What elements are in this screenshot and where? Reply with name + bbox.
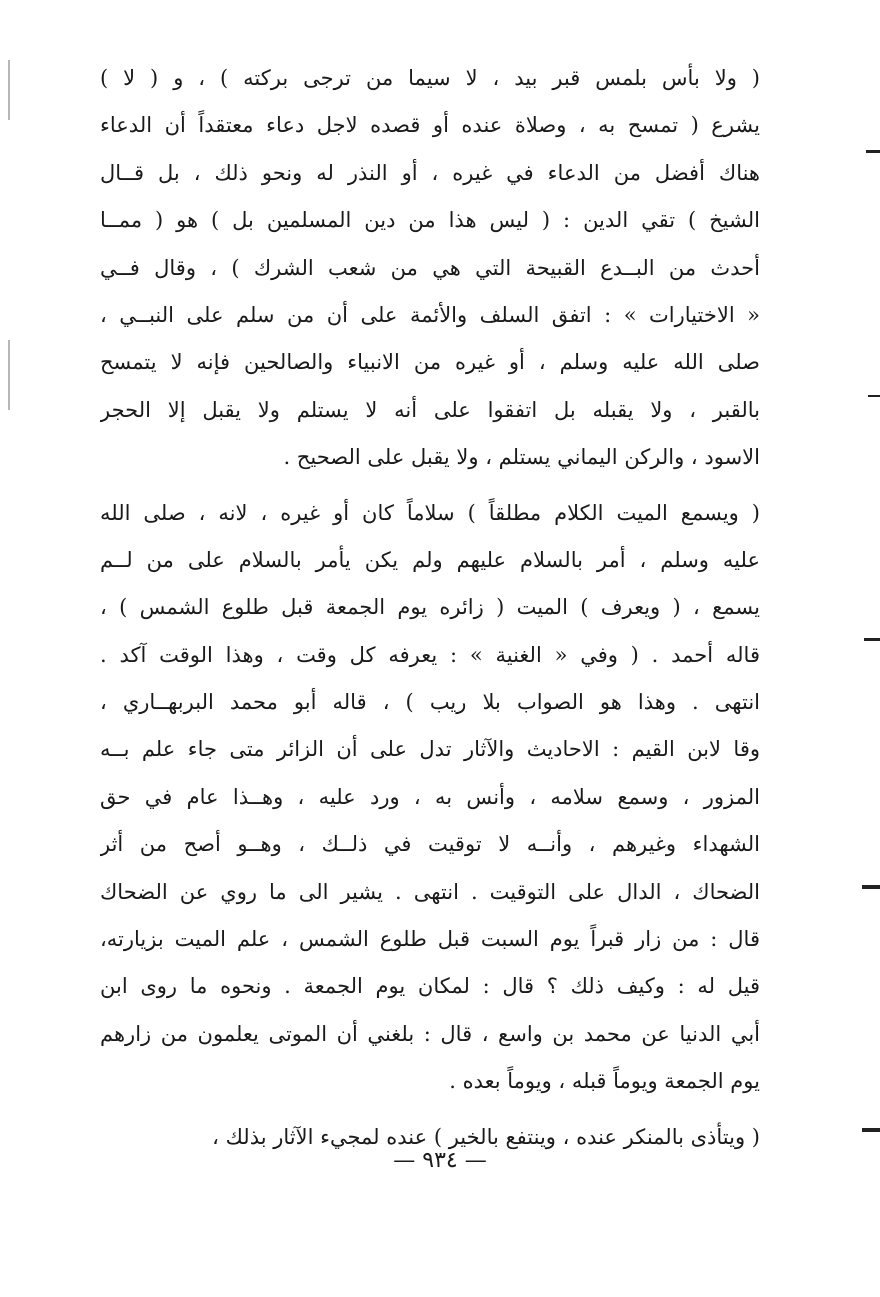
- text-line: انتهى . وهذا هو الصواب بلا ريب ) ، قاله أبو محمد البربهــاري ،: [100, 690, 760, 715]
- margin-mark: [8, 60, 10, 120]
- page-number: — ٩٣٤ —: [393, 1148, 487, 1173]
- text-line: وقا لابن القيم : الاحاديث والآثار تدل على أن الزائر متى جاء علم بــه: [100, 737, 760, 762]
- text-line: أبي الدنيا عن محمد بن واسع ، قال : بلغني أن الموتى يعلمون من زارهم: [100, 1021, 760, 1046]
- text-line: ( ويتأذى بالمنكر عنده ، وينتفع بالخير ) عنده لمجيء الآثار بذلك ،: [212, 1124, 760, 1149]
- text-line: الضحاك ، الدال على التوقيت . انتهى . يشير الى ما روي عن الضحاك: [100, 879, 760, 904]
- text-line: هناك أفضل من الدعاء في غيره ، أو النذر له ونحو ذلك ، بل قــال: [100, 160, 760, 185]
- margin-mark: [8, 340, 10, 410]
- text-line: « الاختيارات » : اتفق السلف والأئمة على أن من سلم على النبــي ،: [100, 302, 760, 327]
- text-line: الشيخ ) تقي الدين : ( ليس هذا من دين المسلمين بل ) هو ( ممــا: [100, 208, 760, 233]
- margin-mark: [862, 1128, 880, 1132]
- text-line: صلى الله عليه وسلم ، أو غيره من الانبياء والصالحين فإنه لا يتمسح: [100, 350, 760, 375]
- text-line: عليه وسلم ، أمر بالسلام عليهم ولم يكن يأمر بالسلام على من لــم: [100, 547, 760, 572]
- paragraph: [100, 490, 760, 1106]
- text-line: ( ويسمع الميت الكلام مطلقاً ) سلاماً كان أو غيره ، لانه ، صلى الله: [100, 500, 760, 525]
- margin-mark: [866, 150, 880, 153]
- page-text: [100, 55, 760, 1161]
- text-line: الاسود ، والركن اليماني يستلم ، ولا يقبل على الصحيح .: [283, 445, 760, 470]
- text-line: قيل له : وكيف ذلك ؟ قال : لمكان يوم الجمعة . ونحوه ما روى ابن: [100, 974, 760, 999]
- margin-mark: [862, 885, 880, 889]
- text-line: قال : من زار قبراً يوم السبت قبل طلوع الشمس ، علم الميت بزيارته،: [100, 927, 760, 952]
- paragraph-gap: [100, 1106, 760, 1114]
- text-line: قاله أحمد . ( وفي « الغنية » : يعرفه كل وقت ، وهذا الوقت آكد .: [100, 642, 760, 667]
- paragraph: [100, 55, 760, 482]
- text-line: المزور ، وسمع سلامه ، وأنس به ، ورد عليه ، وهــذا عام في حق: [100, 784, 760, 809]
- text-line: أحدث من البــدع القبيحة التي هي من شعب الشرك ) ، وقال فــي: [100, 255, 760, 280]
- margin-mark: [864, 638, 880, 641]
- text-line: يوم الجمعة ويوماً قبله ، ويوماً بعده .: [449, 1069, 760, 1094]
- text-line: الشهداء وغيرهم ، وأنــه لا توقيت في ذلــك ، وهــو أصح من أثر: [100, 832, 760, 857]
- paragraph-gap: [100, 482, 760, 490]
- margin-mark: [868, 395, 880, 397]
- text-line: ( ولا بأس بلمس قبر بيد ، لا سيما من ترجى بركته ) ، و ( لا ): [100, 66, 760, 90]
- text-line: يسمع ، ( ويعرف ) الميت ( زائره يوم الجمعة قبل طلوع الشمس ) ،: [100, 595, 760, 620]
- text-line: يشرع ( تمسح به ، وصلاة عنده أو قصده لاجل دعاء معتقداً أن الدعاء: [100, 113, 760, 138]
- text-line: بالقبر ، ولا يقبله بل اتفقوا على أنه لا يستلم ولا يقبل إلا الحجر: [100, 397, 760, 422]
